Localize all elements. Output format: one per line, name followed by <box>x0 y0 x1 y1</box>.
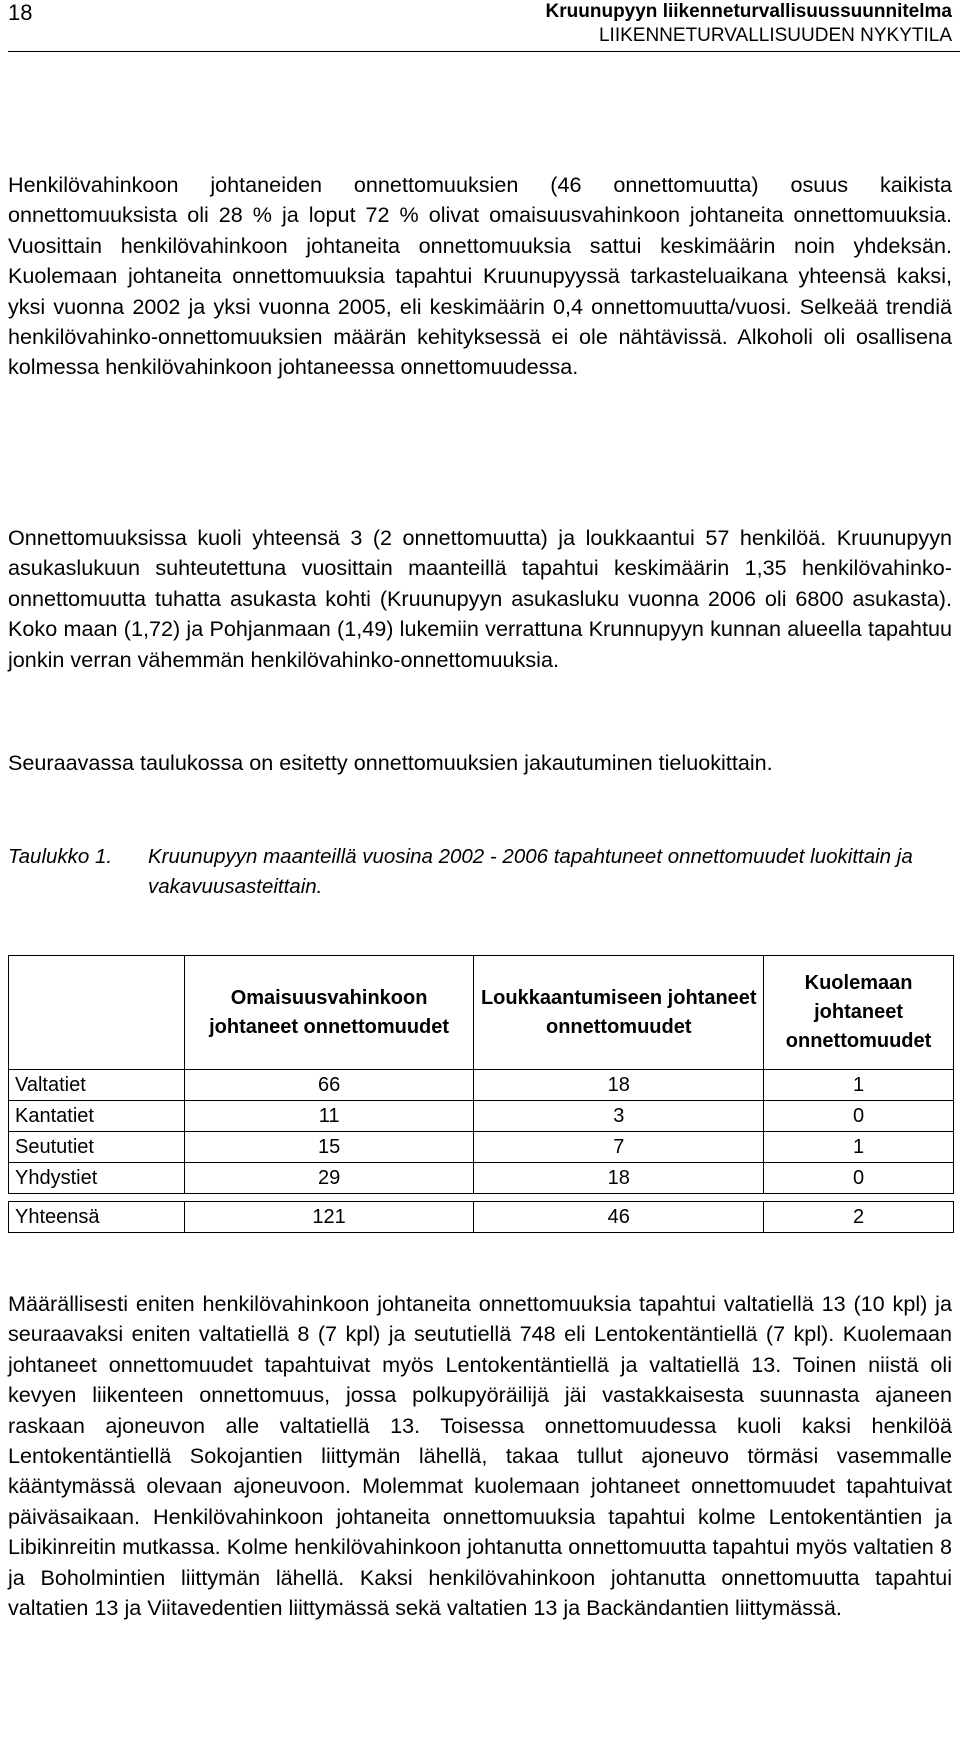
table-spacer-row <box>9 1194 954 1202</box>
page-number: 18 <box>8 0 33 25</box>
table-header-property-damage: Omaisuusvahinkoon johtaneet onnettomuudet <box>184 956 474 1070</box>
table-cell-value: 0 <box>764 1101 954 1132</box>
table-cell-value: 18 <box>474 1163 764 1194</box>
running-header <box>546 0 952 48</box>
document-title: Kruunupyyn liikenneturvallisuussuunnitelma <box>545 1 952 22</box>
accidents-by-road-class-table <box>8 955 954 1233</box>
table-total-row <box>9 1202 954 1233</box>
header-rule <box>8 51 960 52</box>
table-cell-value: 1 <box>764 1070 954 1101</box>
table-row <box>9 1163 954 1194</box>
table-caption-label: Taulukko 1. <box>8 845 113 868</box>
table-header-row <box>9 956 954 1070</box>
table-cell-total-value: 121 <box>184 1202 474 1233</box>
table-cell-value: 29 <box>184 1163 474 1194</box>
paragraph-injury-share: Henkilövahinkoon johtaneiden onnettomuuksien (46 onnettomuutta) osuus kaikista onnettomuuksista oli 28 % ja loput 72 % olivat omaisuusvahinkoon johtaneita onnettomuuksia. Vuosittain henkilövahinkoon johtaneita onnettomuuksia sattui keskimäärin noin yhdeksän. Kuolemaan johtaneita onnettomuuksia tapahtui Kruunupyyssä tarkasteluaikana yhteensä kaksi, yksi vuonna 2002 ja yksi vuonna 2005, eli keskimäärin 0,4 onnettomuutta/vuosi. Selkeää trendiä henkilövahinko-onnettomuuksien määrän kehityksessä ei ole nähtävissä. Alkoholi oli osallisena kolmessa henkilövahinkoon johtaneessa onnettomuudessa. <box>8 172 952 380</box>
table-cell-value: 15 <box>184 1132 474 1163</box>
table-cell-value: 66 <box>184 1070 474 1101</box>
table-caption <box>8 842 952 902</box>
table-cell-value: 18 <box>474 1070 764 1101</box>
table-cell-road-class: Valtatiet <box>9 1070 185 1101</box>
table-cell-road-class: Seututiet <box>9 1132 185 1163</box>
table-cell-value: 11 <box>184 1101 474 1132</box>
table-row <box>9 1132 954 1163</box>
table-spacer-cell <box>9 1194 954 1202</box>
table-cell-value: 0 <box>764 1163 954 1194</box>
table-header-empty <box>9 956 185 1070</box>
paragraph-table-intro: Seuraavassa taulukossa on esitetty onnettomuuksien jakautuminen tieluokittain. <box>8 750 773 775</box>
table-cell-road-class: Yhdystiet <box>9 1163 185 1194</box>
table-cell-total-value: 2 <box>764 1202 954 1233</box>
table-row <box>9 1070 954 1101</box>
table-cell-value: 3 <box>474 1101 764 1132</box>
paragraph-accident-locations: Määrällisesti eniten henkilövahinkoon johtaneita onnettomuuksia tapahtui valtatiellä 13 (10 kpl) ja seuraavaksi eniten valtatiellä 8 (7 kpl) ja seututiellä 748 eli Lentokentäntiellä (7 kpl). Kuolemaan johtaneet onnettomuudet tapahtuivat myös Lentokentäntiellä ja valtatiellä 13. Toinen niistä oli kevyen liikenteen onnettomuus, jossa polkupyöräilijä jäi vastakkaisesta suunnasta ajaneen raskaan ajoneuvon alle valtatiellä 13. Toisessa onnettomuudessa kuoli kaksi henkilöä Lentokentäntiellä Sokojantien liittymän lähellä, takaa tullut ajoneuvo törmäsi vasemmalle kääntymässä olevaan ajoneuvoon. Molemmat kuolemaan johtaneet onnettomuudet tapahtuivat päiväsaikaan. Henkilövahinkoon johtaneita onnettomuuksia tapahtui kolme Lentokentäntien ja Libikinreitin mutkassa. Kolme henkilövahinkoon johtanutta onnettomuutta tapahtui myös valtatien 8 ja Boholmintien liittymän lähellä. Kaksi henkilövahinkoon johtanutta onnettomuutta tapahtui valtatien 13 ja Viitavedentien liittymässä sekä valtatien 13 ja Backändantien liittymässä. <box>8 1291 952 1621</box>
table-header-fatal: Kuolemaan johtaneet onnettomuudet <box>764 956 954 1070</box>
table-cell-value: 1 <box>764 1132 954 1163</box>
table-cell-value: 7 <box>474 1132 764 1163</box>
section-title: LIIKENNETURVALLISUUDEN NYKYTILA <box>598 25 952 46</box>
table-caption-text: Kruunupyyn maanteillä vuosina 2002 - 2006 tapahtuneet onnettomuudet luokittain ja vakavuusasteittain. <box>148 845 913 898</box>
table-cell-total-label: Yhteensä <box>9 1202 185 1233</box>
table-cell-road-class: Kantatiet <box>9 1101 185 1132</box>
table-cell-total-value: 46 <box>474 1202 764 1233</box>
table-row <box>9 1101 954 1132</box>
paragraph-casualties: Onnettomuuksissa kuoli yhteensä 3 (2 onnettomuutta) ja loukkaantui 57 henkilöä. Kruunupyyn asukaslukuun suhteutettuna vuosittain maanteillä tapahtui keskimäärin 1,35 henkilövahinko-onnettomuutta tuhatta asukasta kohti (Kruunupyyn asukasluku vuonna 2006 oli 6800 asukasta). Koko maan (1,72) ja Pohjanmaan (1,49) lukemiin verrattuna Krunnupyyn kunnan alueella tapahtuu jonkin verran vähemmän henkilövahinko-onnettomuuksia. <box>8 525 952 672</box>
table-header-injury: Loukkaantumiseen johtaneet onnettomuudet <box>474 956 764 1070</box>
